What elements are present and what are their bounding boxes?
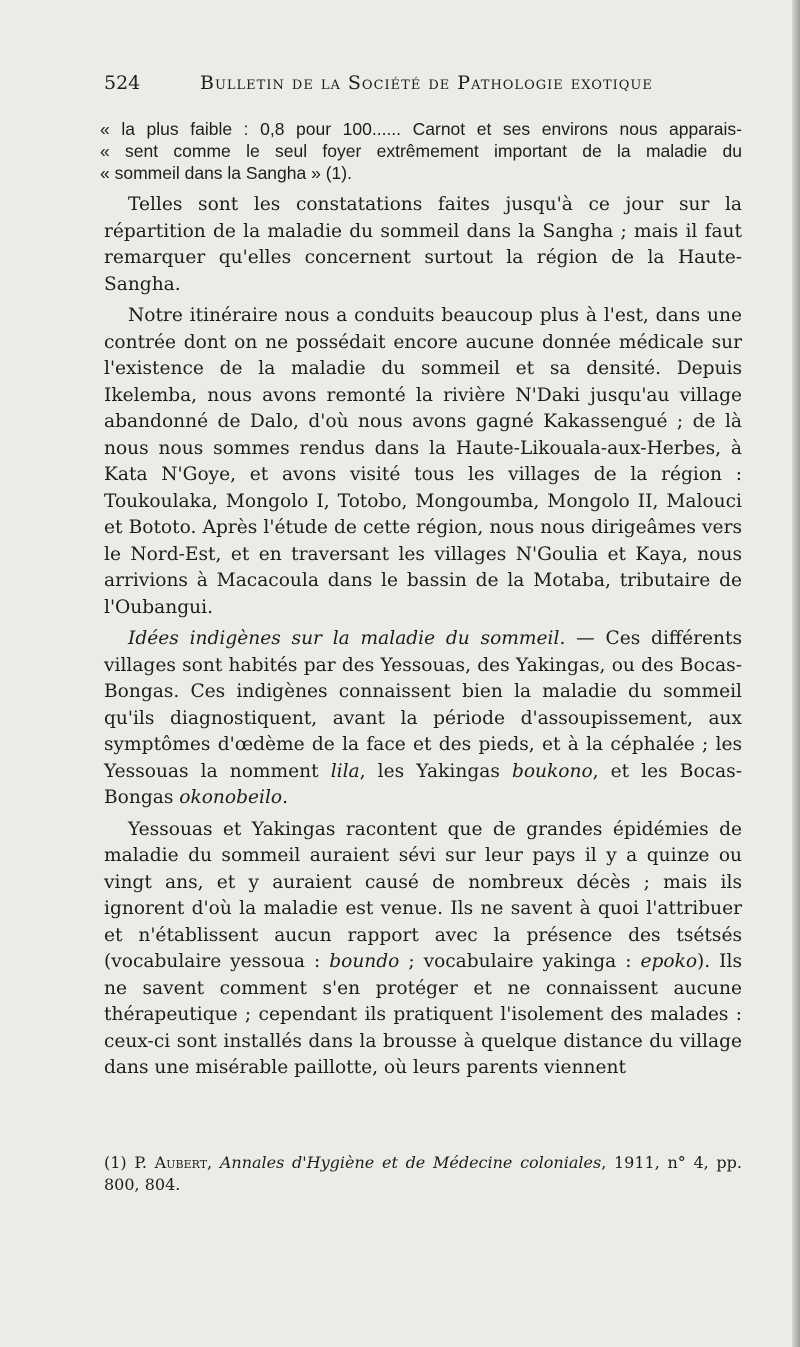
term-boukono: boukono	[511, 760, 593, 782]
term-lila: lila	[330, 760, 360, 782]
footnote-reference: , 1911, n° 4, pp. 800, 804.	[104, 1153, 743, 1194]
page-header	[104, 72, 744, 102]
quote-line-3: « sommeil dans la Sangha » (1).	[100, 163, 352, 183]
section-heading: Idées indigènes sur la maladie du sommeil.	[128, 628, 566, 649]
quote-line-1: « la plus faible : 0,8 pour 100...... Carnot et ses environs nous apparais-	[100, 119, 742, 139]
footnote-author: Aubert	[154, 1153, 208, 1172]
running-title: Bulletin de la Société de Pathologie exotique	[200, 72, 653, 94]
footnote	[104, 1152, 742, 1196]
paragraph-3-text-b: , les Yakingas	[359, 760, 512, 782]
page-number: 524	[104, 72, 141, 94]
paragraph-4-text-c: ). Ils ne savent comment s'en protéger et ne connaissent aucune thérapeutique ; cependant ils pratiquent l'isolement des malades : ceux-ci sont installés dans la brousse à quelque distance du village dans une misérable paillotte, où leurs parents viennent	[104, 951, 742, 1078]
paragraph-3-text-d: .	[282, 787, 289, 808]
paragraph-3-text-c: , et les Bocas-Bongas	[104, 760, 742, 808]
footnote-mark: (1) P.	[104, 1153, 155, 1172]
quote-line-2: « sent comme le seul foyer extrêmement important de la maladie du	[100, 141, 742, 161]
quoted-passage	[100, 118, 742, 184]
paragraph-4-text-a: Yessouas et Yakingas racontent que de grandes épidémies de maladie du sommeil auraient sévi sur leur pays il y a quinze ou vingt ans, et y auraient causé de nombreux décès ; mais ils ignorent d'où la maladie est venue. Ils ne savent à quoi l'attribuer et n'établissent aucun rapport avec la présence des tsétsés (vocabulaire yessoua :	[104, 818, 742, 972]
term-boundo: boundo	[329, 951, 400, 972]
term-epoko: epoko	[640, 951, 698, 972]
footnote-separator: ,	[207, 1153, 220, 1172]
page-edge-shadow	[792, 0, 800, 1347]
paragraph-4-text-b: ; vocabulaire yakinga :	[399, 951, 641, 972]
body-text	[104, 192, 742, 1087]
paragraph-4	[104, 817, 742, 1082]
paragraph-3-text-a: — Ces différents villages sont habités par des Yessouas, des Yakingas, ou des Bocas-Bongas. Ces indigènes connaissent bien la maladie du sommeil qu'ils diagnostiquent, avant la période d'assoupissement, aux symptômes d'œdème de la face et des pieds, et à la céphalée ; les Yessouas la nomment	[104, 628, 742, 782]
paragraph-3	[104, 626, 742, 812]
footnote-title: Annales d'Hygiène et de Médecine coloniales	[219, 1153, 602, 1172]
term-okonobeilo: okonobeilo	[179, 787, 283, 808]
paragraph-1: Telles sont les constatations faites jusqu'à ce jour sur la répartition de la maladie du sommeil dans la Sangha ; mais il faut remarquer qu'elles concernent surtout la région de la Haute-Sangha.	[104, 194, 742, 295]
paragraph-2: Notre itinéraire nous a conduits beaucoup plus à l'est, dans une contrée dont on ne possédait encore aucune donnée médicale sur l'existence de la maladie du sommeil et sa densité. Depuis Ikelemba, nous avons remonté la rivière N'Daki jusqu'au village abandonné de Dalo, d'où nous avons gagné Kakassengué ; de là nous nous sommes rendus dans la Haute-Likouala-aux-Herbes, à Kata N'Goye, et avons visité tous les villages de la région : Toukoulaka, Mongolo I, Totobo, Mongoumba, Mongolo II, Malouci et Bototo. Après l'étude de cette région, nous nous dirigeâmes vers le Nord-Est, et en traversant les villages N'Goulia et Kaya, nous arrivions à Macacoula dans le bassin de la Motaba, tributaire de l'Oubangui.	[104, 305, 742, 618]
